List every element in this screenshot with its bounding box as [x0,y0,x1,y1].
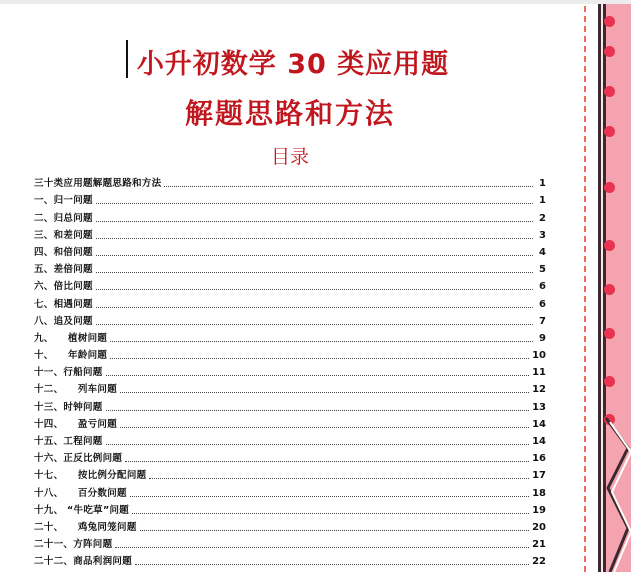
toc-leader-dots [96,221,533,222]
document-subtitle: 解题思路和方法 [184,97,395,130]
page-margin-dashed-line [584,6,586,572]
toc-entry-label: 二十、 鸡兔同笼问题 [34,521,137,533]
toc-leader-dots [120,392,529,393]
toc-leader-dots [140,530,529,531]
toc-leader-dots [96,307,533,308]
document-title: 小升初数学 30 类应用题 [136,49,450,80]
toc-entry-label: 十三、时钟问题 [34,401,103,413]
toc-entry-page: 1 [539,178,546,190]
toc-leader-dots [135,564,529,565]
toc-entry-label: 七、相遇问题 [34,298,93,310]
toc-leader-dots [96,324,533,325]
toc-leader-dots [164,186,533,187]
toc-entry[interactable] [34,551,546,568]
toc-entry-label: 八、追及问题 [34,315,93,327]
toc-entry-label: 五、差倍问题 [34,264,93,276]
toc-entry-page: 7 [539,315,546,327]
toc-entry-page: 11 [532,367,546,379]
toc-entry-page: 6 [539,281,546,293]
toc-leader-dots [96,272,533,273]
toc-entry[interactable] [34,207,546,224]
toc-leader-dots [110,358,529,359]
toc-entry-label: 十一、行船问题 [34,367,103,379]
toc-entry-label: 十八、 百分数问题 [34,487,127,499]
toc-leader-dots [96,238,533,239]
toc-entry-page: 4 [539,246,546,258]
toc-leader-dots [115,547,529,548]
toc-entry-page: 14 [532,436,546,447]
toc-entry-page: 3 [539,229,546,241]
toc-heading: 目录 [270,146,309,168]
toc-entry-page: 22 [532,556,546,568]
toc-entry[interactable] [34,259,546,276]
table-of-contents [34,173,546,568]
toc-entry[interactable] [34,328,546,345]
toc-leader-dots [96,255,533,256]
toc-entry[interactable] [34,396,546,413]
toc-entry[interactable] [34,311,546,328]
toc-entry-label: 二十一、方阵问题 [34,539,113,551]
toc-entry[interactable] [34,431,546,448]
toc-leader-dots [96,289,533,290]
toc-entry-page: 19 [532,504,546,516]
toc-entry-label: 三十类应用题解题思路和方法 [34,178,162,190]
toc-entry[interactable] [34,276,546,293]
toc-entry-page: 12 [532,384,546,396]
toc-entry-label: 十二、 列车问题 [34,384,118,396]
toc-entry-label: 十五、工程问题 [34,436,103,447]
toc-entry[interactable] [34,414,546,431]
toc-entry[interactable] [34,362,546,379]
toc-entry-label: 十六、正反比例问题 [34,453,123,465]
toc-entry-page: 18 [532,487,546,499]
toc-entry[interactable] [34,173,546,190]
toc-entry-page: 13 [532,401,546,413]
toc-entry[interactable] [34,500,546,517]
toc-entry-label: 二十二、商品利润问题 [34,556,133,568]
toc-leader-dots [149,478,529,479]
toc-entry-page: 6 [539,298,546,310]
toc-entry[interactable] [34,534,546,551]
toc-entry[interactable] [34,517,546,534]
toc-leader-dots [110,341,533,342]
toc-entry-page: 17 [532,470,546,482]
toc-leader-dots [132,513,529,514]
toc-entry-label: 十四、 盈亏问题 [34,418,118,430]
toc-leader-dots [125,461,529,462]
toc-entry-page: 1 [539,195,546,207]
toc-leader-dots [96,203,533,204]
toc-entry-label: 二、归总问题 [34,212,93,224]
toc-entry-page: 2 [539,212,546,224]
toc-entry[interactable] [34,345,546,362]
toc-entry-page: 20 [532,521,546,533]
toc-entry-label: 四、和倍问题 [34,246,93,258]
toc-entry-label: 一、归一问题 [34,195,93,207]
toc-entry-page: 14 [532,418,546,430]
toc-leader-dots [130,496,529,497]
toc-entry-page: 10 [532,350,546,362]
toc-entry[interactable] [34,190,546,207]
toc-entry[interactable] [34,465,546,482]
toc-entry[interactable] [34,293,546,310]
toc-entry[interactable] [34,242,546,259]
decorative-zigzag [598,408,631,572]
toc-entry-page: 9 [539,332,546,344]
toc-entry[interactable] [34,482,546,499]
toc-leader-dots [120,427,529,428]
toc-entry-label: 十七、 按比例分配问题 [34,470,147,482]
toc-entry-label: 十、 年龄问题 [34,350,108,362]
toc-entry-page: 5 [539,264,546,276]
toc-entry[interactable] [34,448,546,465]
toc-leader-dots [106,444,529,445]
toc-entry-label: 十九、 “牛吃草”问题 [34,504,130,516]
toc-entry-label: 三、和差问题 [34,229,93,241]
toc-leader-dots [106,410,529,411]
toc-entry-page: 16 [532,453,546,465]
toc-entry[interactable] [34,379,546,396]
toc-leader-dots [106,375,529,376]
toc-entry-page: 21 [532,539,546,551]
toc-entry-label: 六、倍比问题 [34,281,93,293]
toc-entry-label: 九、 植树问题 [34,332,108,344]
toc-entry[interactable] [34,225,546,242]
